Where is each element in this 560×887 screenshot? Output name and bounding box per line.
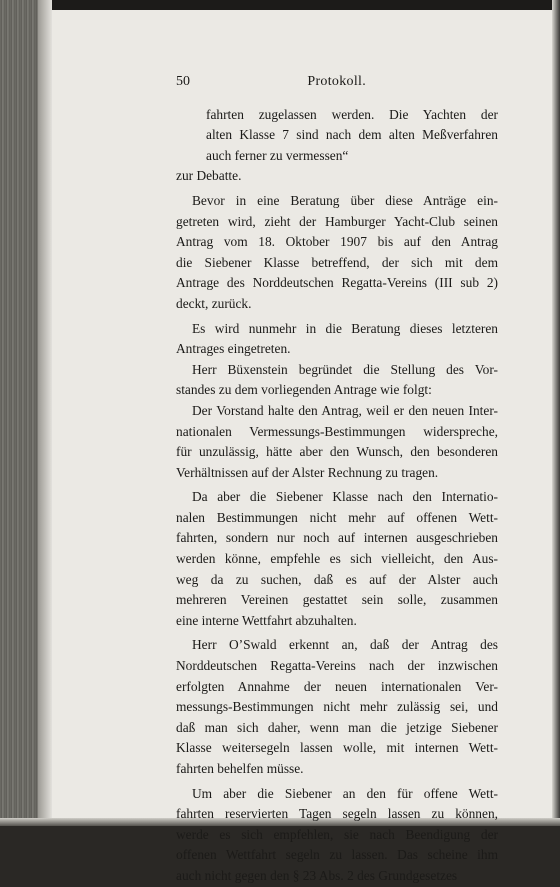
- text-line: werde es sich empfehlen, sie nach Beendigung der: [176, 826, 498, 842]
- paragraph: [176, 191, 498, 315]
- page-number: 50: [176, 74, 190, 89]
- text-line: auch nicht gegen den § 23 Abs. 2 des Grundgesetzes: [176, 867, 458, 883]
- text-line: deckt, zurück.: [176, 295, 252, 311]
- text-line: Es wird nunmehr in die Beratung dieses letzteren: [192, 320, 498, 336]
- paragraph: [176, 401, 498, 483]
- gutter-shadow: [38, 0, 52, 826]
- text-line: daß man sich daher, wenn man die jetzige Siebener: [176, 719, 498, 735]
- text-line: fahrten reservierten Tagen segeln lassen zu können,: [176, 806, 498, 822]
- text-line: Antrag vom 18. Oktober 1907 bis auf den Antrag: [176, 234, 498, 250]
- text-line: weg da zu suchen, daß es auf der Alster auch: [176, 571, 498, 587]
- text-line: für unzulässig, hätte aber den Wunsch, den besonderen: [176, 444, 498, 460]
- text-line: Antrages eingetreten.: [176, 341, 291, 357]
- text-line: Verhältnissen auf der Alster Rechnung zu tragen.: [176, 464, 439, 480]
- paragraph: [176, 360, 498, 401]
- text-line: Herr Büxenstein begründet die Stellung des Vor-: [192, 361, 498, 377]
- text-line: offenen Wettfahrt segeln zu lassen. Das scheine ihm: [176, 847, 498, 863]
- text-line: Antrage des Norddeutschen Regatta-Vereins (III sub 2): [176, 275, 498, 291]
- text-line: getreten wird, zieht der Hamburger Yacht-Club seinen: [176, 213, 498, 229]
- text-line: nalen Bestimmungen nicht mehr auf offenen Wett-: [176, 509, 498, 525]
- paragraph: [176, 635, 498, 779]
- text-line: Herr O’Swald erkennt an, daß der Antrag des: [192, 637, 498, 653]
- text-line: Da aber die Siebener Klasse nach den Internatio-: [192, 489, 498, 505]
- paragraph: [176, 166, 498, 187]
- running-title: Protokoll.: [307, 74, 366, 89]
- text-line: eine interne Wettfahrt abzuhalten.: [176, 612, 357, 628]
- text-line: werden könne, empfehle es sich vielleicht, den Aus-: [176, 551, 498, 567]
- text-line: mehreren Vereinen gestattet sein solle, zusammen: [176, 592, 498, 608]
- text-line: fahrten behelfen müsse.: [176, 761, 304, 776]
- text-line: zur Debatte.: [176, 168, 242, 184]
- book-page-edges: [0, 0, 38, 826]
- text-line: Norddeutschen Regatta-Vereins nach der inzwischen: [176, 658, 498, 674]
- scan-top-border: [0, 0, 560, 10]
- text-line: nationalen Vermessungs-Bestimmungen widerspreche,: [176, 423, 498, 439]
- text-line: Der Vorstand halte den Antrag, weil er den neuen Inter-: [192, 402, 498, 418]
- paragraph: [176, 319, 498, 360]
- text-line: Bevor in eine Beratung über diese Anträge ein-: [192, 192, 498, 208]
- paragraph: [176, 487, 498, 631]
- text-line: erfolgten Annahme der neuen internationalen Ver-: [176, 678, 498, 694]
- text-line: fahrten zugelassen werden. Die Yachten der: [206, 106, 498, 122]
- text-line: die Siebener Klasse betreffend, der sich mit dem: [176, 254, 498, 270]
- page-text-block: [176, 72, 498, 887]
- text-line: Klasse weitersegeln lassen wolle, mit internen Wett-: [176, 740, 498, 756]
- text-line: Um aber die Siebener an den für offene Wett-: [192, 785, 498, 801]
- text-line: standes zu dem vorliegenden Antrage wie folgt:: [176, 382, 432, 398]
- text-line: alten Klasse 7 sind nach dem alten Meßverfahren: [206, 127, 498, 143]
- body-text: [176, 105, 498, 887]
- paragraph: [176, 105, 498, 167]
- scan-right-border: [552, 0, 560, 826]
- text-line: messungs-Bestimmungen nicht mehr zulässig sei, und: [176, 699, 498, 715]
- text-line: fahrten, sondern nur noch auf internen ausgeschrieben: [176, 530, 498, 546]
- paragraph: [176, 784, 498, 887]
- text-line: auch ferner zu vermessen“: [206, 147, 349, 163]
- page-header: [176, 72, 366, 93]
